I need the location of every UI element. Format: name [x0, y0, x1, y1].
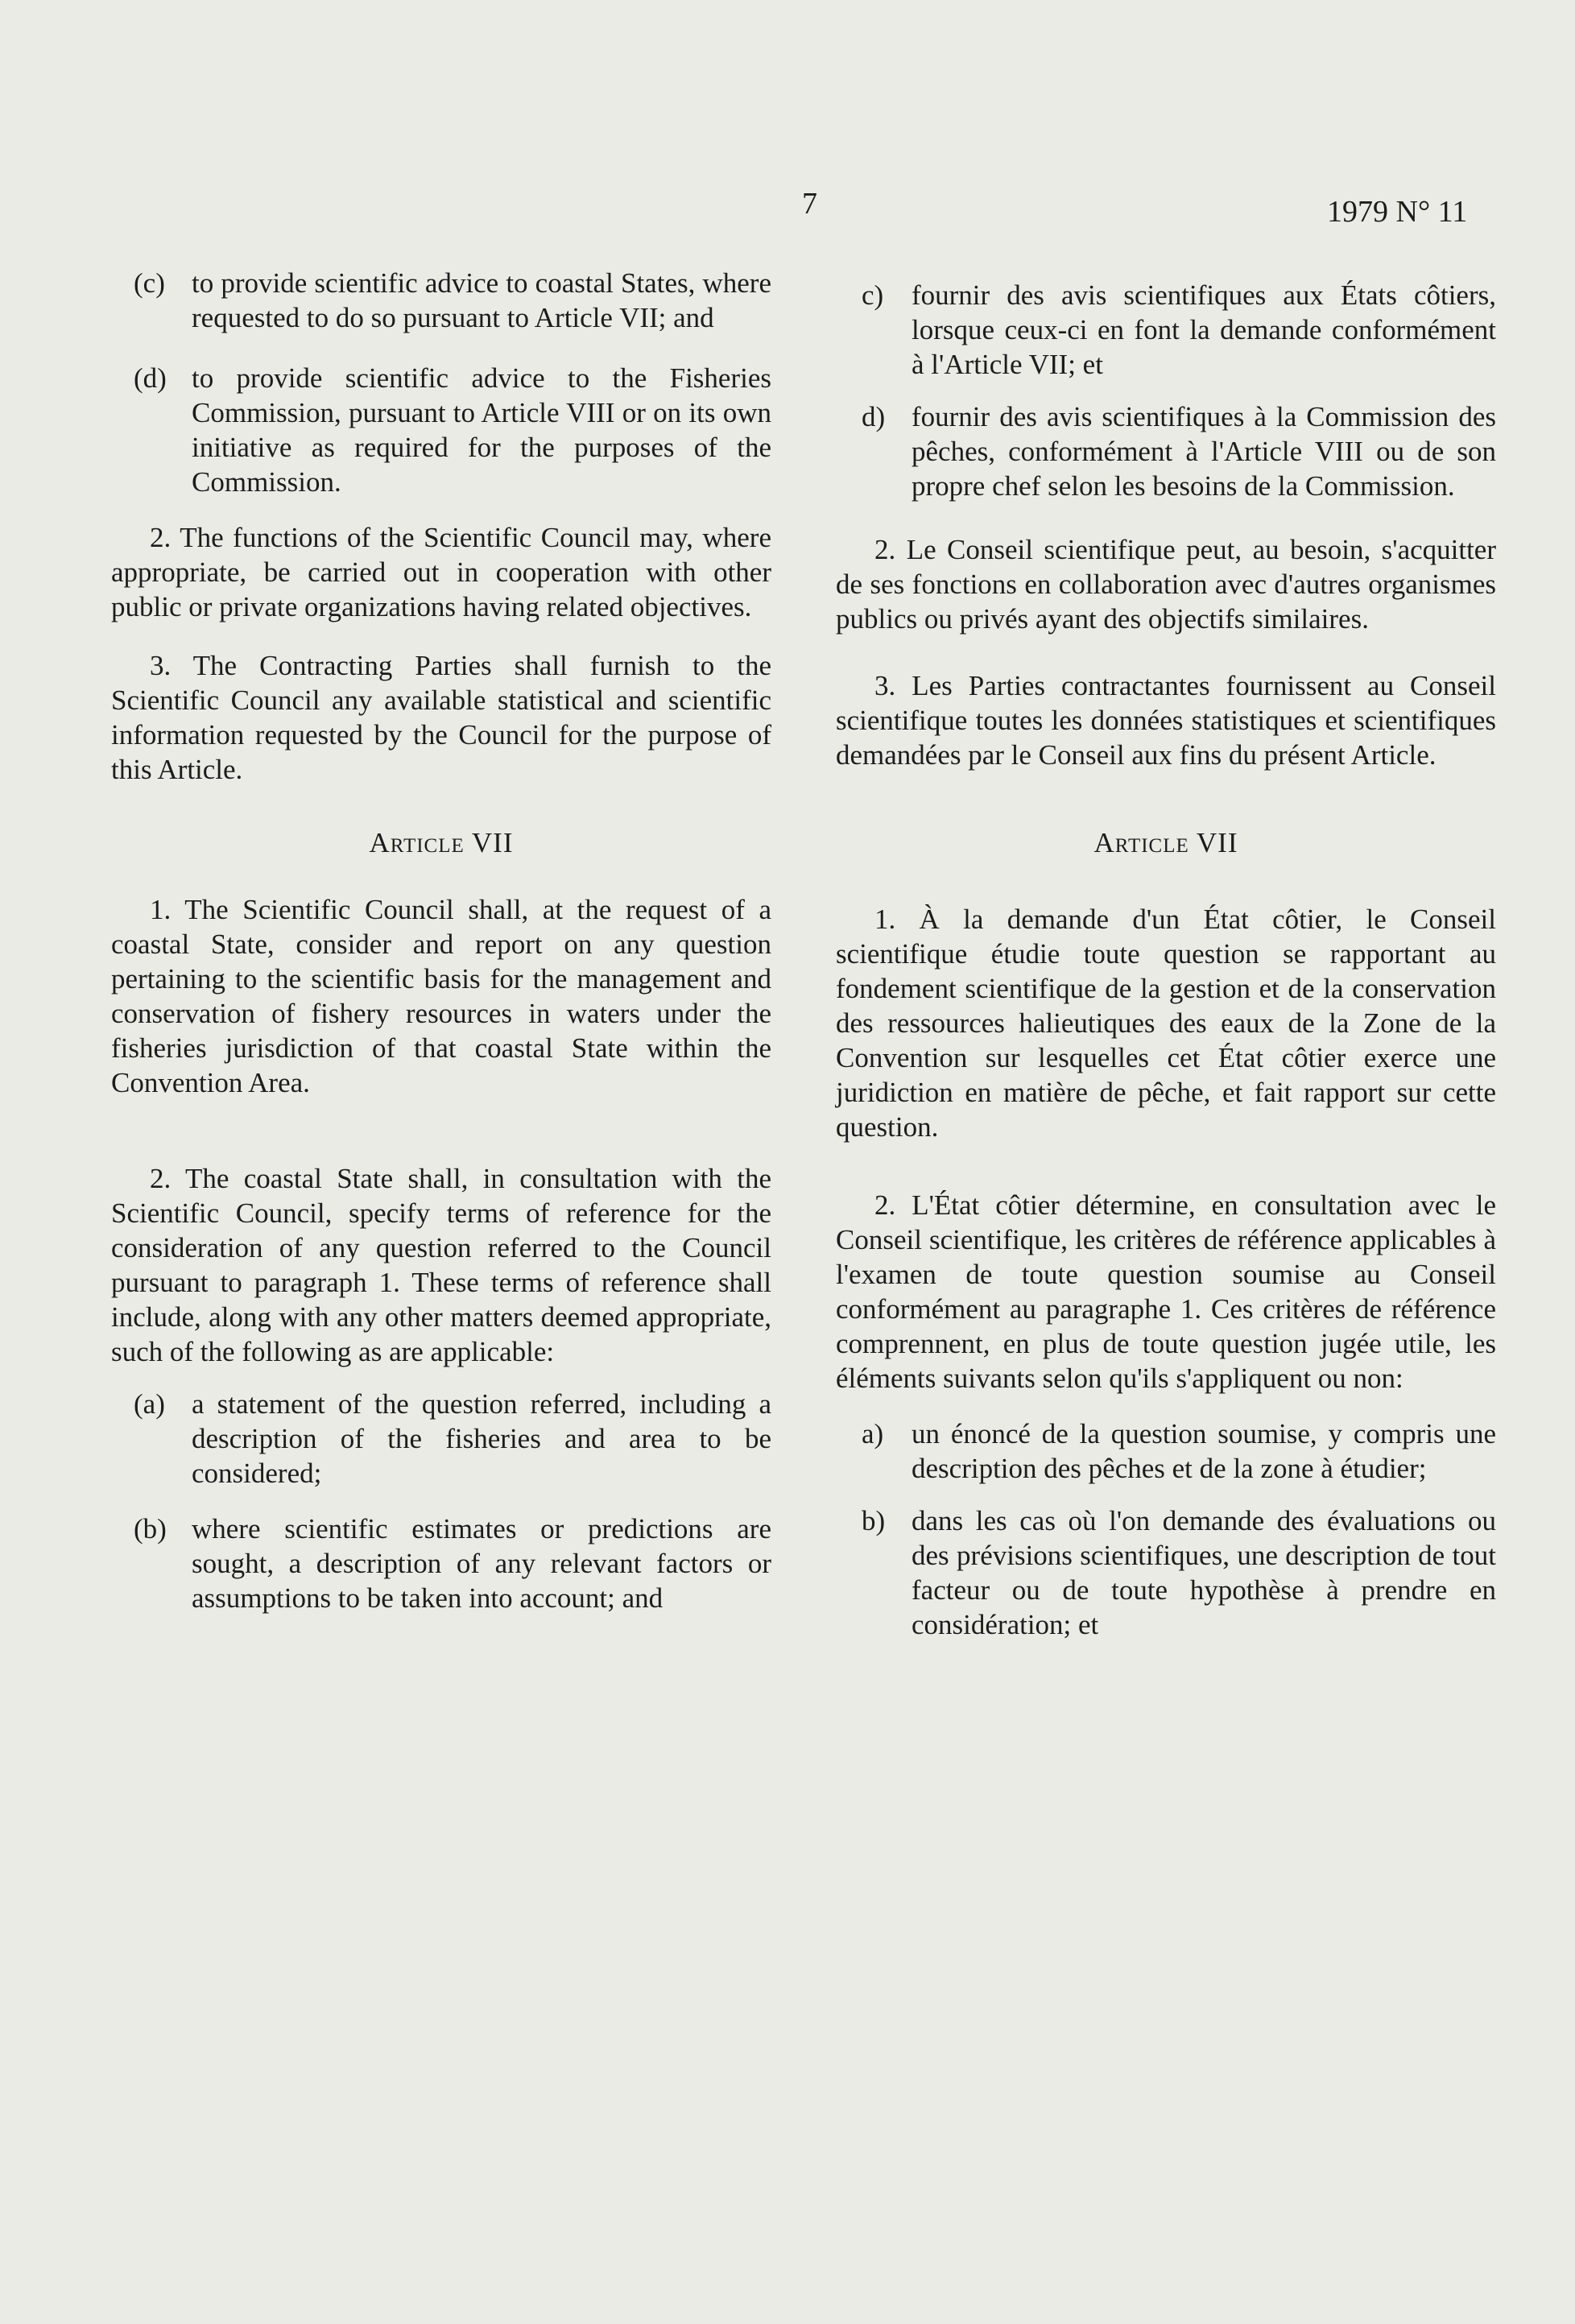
en-item-a: [111, 1387, 771, 1491]
fr-article7-paragraph-1: 1. À la demande d'un État côtier, le Conseil scientifique étudie toute question se rapportant au fondement scientifique de la gestion et de la conservation des ressources halieutiques des eaux de la Zone de la Convention sur lesquelles cet État côtier exerce une juridiction en matière de pêche, et fait rapport sur cette question.: [836, 904, 1496, 1143]
en-article-heading: Article VII: [369, 827, 514, 858]
en-article7-paragraph-2: 2. The coastal State shall, in consultation with the Scientific Council, specify terms of reference for the consideration of any question referred to the Council pursuant to paragraph 1. These terms of reference shall include, along with any other matters deemed appropriate, such of the following as are applicable:: [111, 1163, 771, 1367]
fr-item-d: [836, 399, 1496, 503]
fr-article-heading: Article VII: [1093, 827, 1238, 858]
fr-paragraph-3: 3. Les Parties contractantes fournissent au Conseil scientifique toutes les données statistiques et scientifiques demandées par le Conseil aux fins du présent Article.: [836, 670, 1496, 771]
en-item-b: [111, 1511, 771, 1615]
fr-item-c-label: c): [862, 279, 884, 311]
fr-item-a: [836, 1416, 1496, 1486]
en-paragraph-3: 3. The Contracting Parties shall furnish to the Scientific Council any available statistical and scientific information requested by the Council for the purpose of this Article.: [111, 650, 771, 785]
fr-article7-paragraph-2: 2. L'État côtier détermine, en consultation avec le Conseil scientifique, les critères de référence applicables à l'examen de toute question soumise au Conseil conformément au paragraphe 1. Ces critères de référence comprennent, en plus de toute question jugée utile, les éléments suivants selon qu'ils s'appliquent ou non:: [836, 1189, 1496, 1394]
en-item-b-label: (b): [134, 1513, 167, 1545]
english-column: [111, 266, 771, 1615]
en-item-c-label: (c): [134, 267, 165, 299]
fr-item-c: [836, 278, 1496, 382]
en-item-b-text: where scientific estimates or predictions are sought, a description of any relevant factors or assumptions to be taken into account; and: [192, 1513, 771, 1614]
fr-item-d-text: fournir des avis scientifiques à la Commission des pêches, conformément à l'Article VIII ou de son propre chef selon les besoins de la Commission.: [912, 401, 1496, 502]
en-item-d-text: to provide scientific advice to the Fisheries Commission, pursuant to Article VIII or on its own initiative as required for the purposes of the Commission.: [192, 362, 771, 498]
en-item-d-label: (d): [134, 362, 167, 394]
page-number: 7: [802, 187, 817, 221]
fr-item-d-label: d): [862, 401, 886, 432]
en-item-d: [111, 361, 771, 499]
fr-item-a-label: a): [862, 1418, 884, 1449]
en-article7-paragraph-1: 1. The Scientific Council shall, at the request of a coastal State, consider and report on any question pertaining to the scientific basis for the management and conservation of fishery resources in waters under the fisheries jurisdiction of that coastal State within the Convention Area.: [111, 894, 771, 1098]
fr-item-c-text: fournir des avis scientifiques aux États côtiers, lorsque ceux-ci en font la demande conformément à l'Article VII; et: [912, 279, 1496, 380]
fr-item-b-label: b): [862, 1505, 886, 1536]
en-item-c-text: to provide scientific advice to coastal States, where requested to do so pursuant to Article VII; and: [192, 267, 771, 333]
french-column: [836, 278, 1496, 1642]
fr-paragraph-2: 2. Le Conseil scientifique peut, au besoin, s'acquitter de ses fonctions en collaboration avec d'autres organismes publics ou privés ayant des objectifs similaires.: [836, 534, 1496, 635]
en-item-a-label: (a): [134, 1388, 165, 1420]
fr-item-b-text: dans les cas où l'on demande des évaluations ou des prévisions scientifiques, une description de tout facteur ou de toute hypothèse à prendre en considération; et: [912, 1505, 1496, 1640]
fr-item-b: [836, 1503, 1496, 1642]
fr-item-a-text: un énoncé de la question soumise, y compris une description des pêches et de la zone à étudier;: [912, 1418, 1496, 1484]
gazette-reference: 1979 N° 11: [1327, 195, 1468, 229]
en-item-a-text: a statement of the question referred, including a description of the fisheries and area to be considered;: [192, 1388, 771, 1489]
en-paragraph-2: 2. The functions of the Scientific Council may, where appropriate, be carried out in cooperation with other public or private organizations having related objectives.: [111, 522, 771, 622]
en-item-c: [111, 266, 771, 335]
